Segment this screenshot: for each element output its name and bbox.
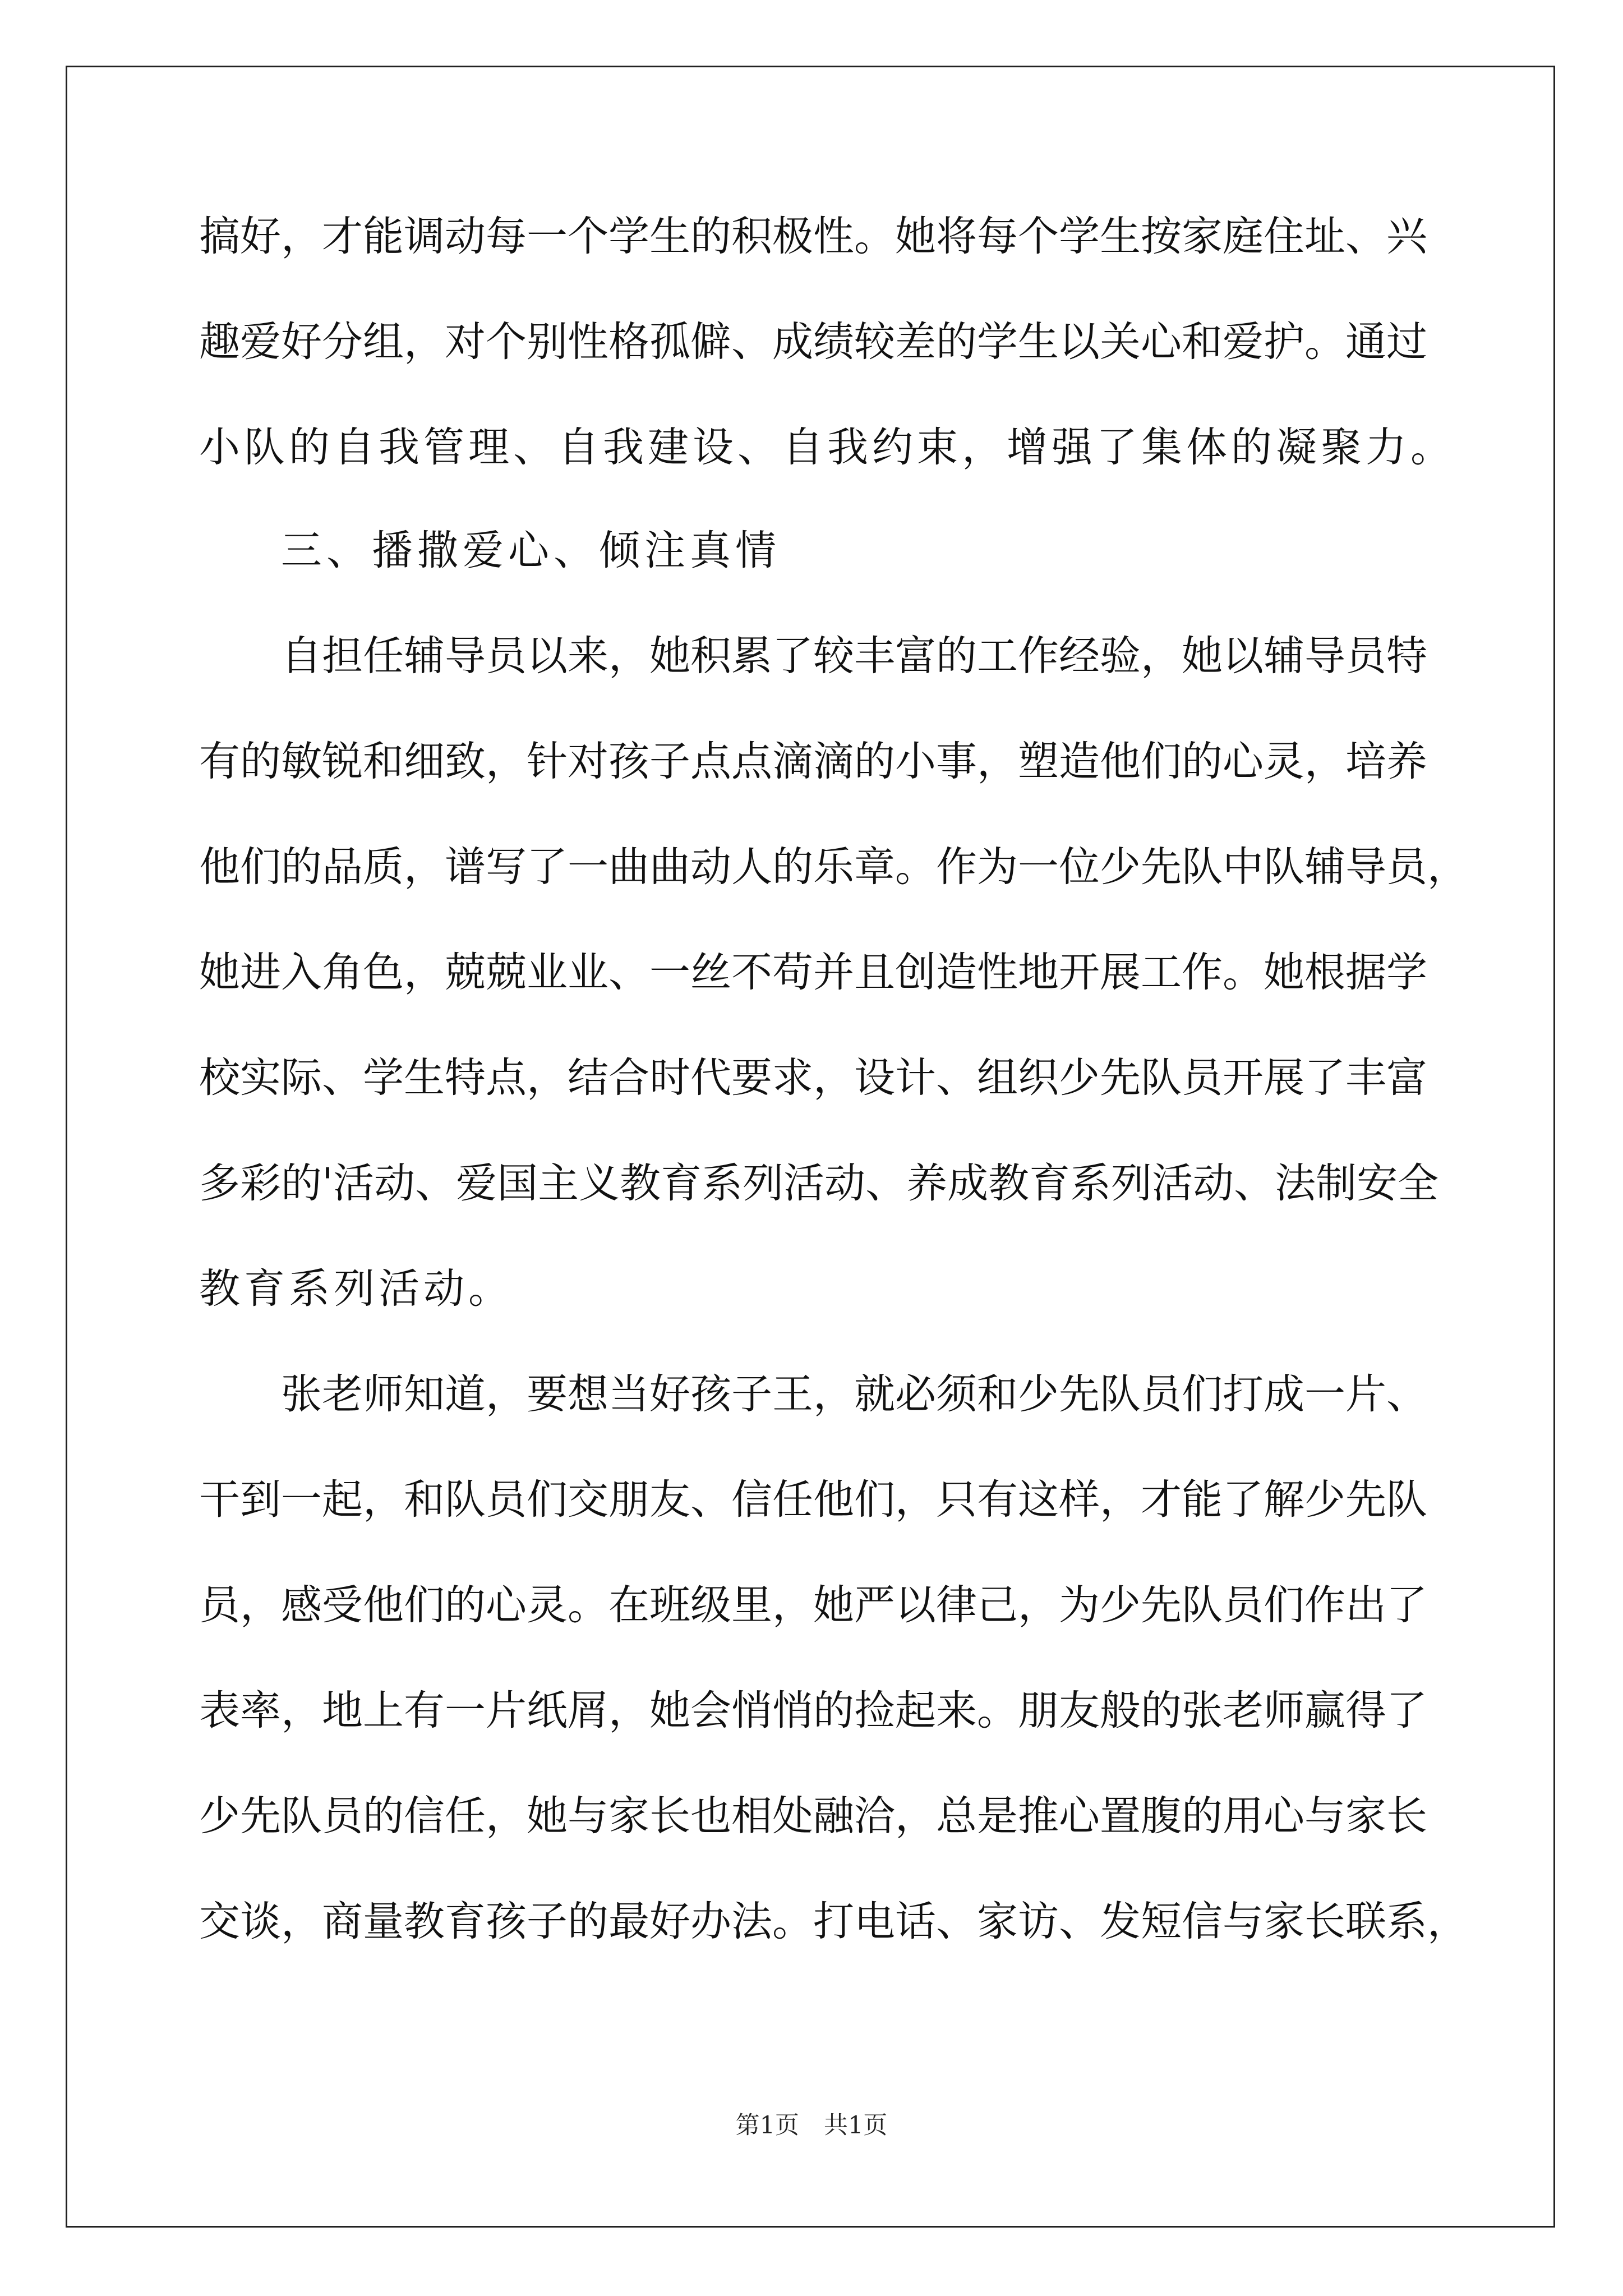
body-line: 多彩的'活动、爱国主义教育系列活动、养成教育系列活动、法制安全 [199, 1159, 1439, 1207]
body-line: 有的敏锐和细致，针对孩子点点滴滴的小事，塑造他们的心灵，培养 [199, 738, 1427, 785]
body-line: 表率，地上有一片纸屑，她会悄悄的捡起来。朋友般的张老师赢得了 [199, 1687, 1427, 1734]
page-footer [0, 2111, 1623, 2139]
body-line: 自担任辅导员以来，她积累了较丰富的工作经验，她以辅导员特 [281, 632, 1427, 680]
body-line: 趣爱好分组，对个别性格孤僻、成绩较差的学生以关心和爱护。通过 [199, 318, 1427, 366]
body-line: 小队的自我管理、自我建设、自我约束，增强了集体的凝聚力。 [199, 424, 1455, 471]
body-line: 搞好，才能调动每一个学生的积极性。她将每个学生按家庭住址、兴 [199, 213, 1427, 260]
body-line: 校实际、学生特点，结合时代要求，设计、组织少先队员开展了丰富 [199, 1054, 1427, 1102]
body-line: 他们的品质，谱写了一曲曲动人的乐章。作为一位少先队中队辅导员， [199, 843, 1468, 891]
body-line: 交谈，商量教育孩子的最好办法。打电话、家访、发短信与家长联系， [199, 1898, 1468, 1945]
body-line: 教育系列活动。 [199, 1265, 513, 1313]
body-line: 张老师知道，要想当好孩子王，就必须和少先队员们打成一片、 [281, 1370, 1427, 1418]
body-line: 少先队员的信任，她与家长也相处融洽，总是推心置腹的用心与家长 [199, 1792, 1427, 1840]
body-line: 员，感受他们的心灵。在班级里，她严以律己，为少先队员们作出了 [199, 1581, 1427, 1629]
page-number: 第1页 [735, 2111, 799, 2139]
body-line: 干到一起，和队员们交朋友、信任他们，只有这样，才能了解少先队 [199, 1476, 1427, 1524]
body-line: 她进入角色，兢兢业业、一丝不苟并且创造性地开展工作。她根据学 [199, 949, 1427, 996]
section-heading: 三、播撒爱心、倾注真情 [281, 527, 781, 574]
page-total: 共1页 [824, 2111, 888, 2139]
